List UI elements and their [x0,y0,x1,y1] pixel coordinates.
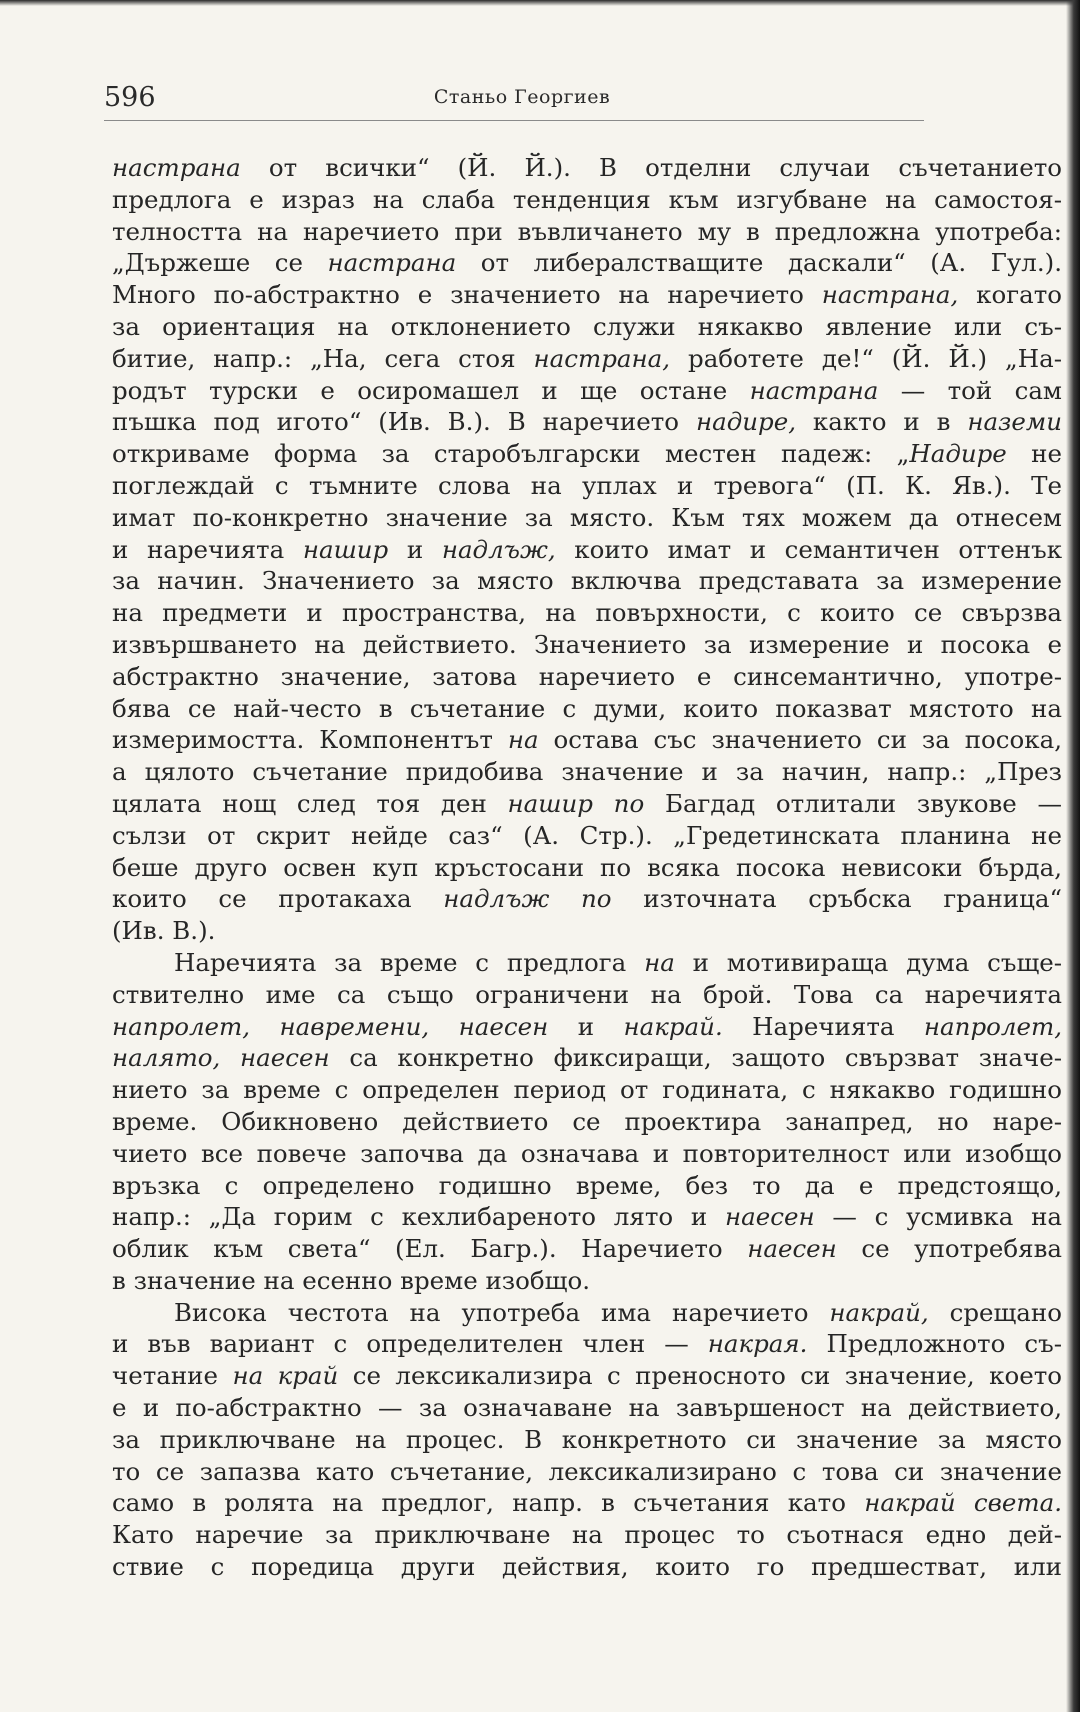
text-line: Като наречие за приключване на процес то съотнася едно дей- [112,1520,1062,1550]
text-line: сълзи от скрит нейде саз“ (А. Стр.). „Гредетинската планина не [112,820,1062,850]
text-line: откриваме форма за старобългарски местен падеж: „Надире не [112,439,1062,469]
body-text [112,152,1062,1583]
text-line: в значение на есенно време изобщо. [112,1265,590,1295]
text-line: които се протакаха надлъж по източната сръбска граница“ [112,884,1062,914]
text-line: телността на наречието при въвличането му в предложна употреба: [112,216,1062,246]
text-line: Висока честота на употреба има наречието накрай, срещано [174,1297,1062,1327]
text-line: налято, наесен са конкретно фиксиращи, защото свързват значе- [112,1043,1062,1073]
text-line: абстрактно значение, затова наречието е синсемантично, употре- [112,661,1062,691]
text-line: на предмети и пространства, на повърхности, с които се свързва [112,598,1062,628]
text-line: и наречията нашир и надлъж, които имат и семантичен оттенък [112,534,1063,564]
text-line: родът турски е осиромашел и ще остане настрана — той сам [112,375,1062,405]
text-line: имат по-конкретно значение за място. Към тях можем да отнесем [112,502,1062,532]
book-spine-shadow [1066,0,1080,1712]
text-line: четание на край се лексикализира с преносното си значение, което [112,1361,1063,1391]
text-line: то се запазва като съчетание, лексикализирано с това си значение [112,1456,1062,1486]
page-number: 596 [104,82,156,113]
text-line: напролет, навремени, наесен и накрай. Наречията напролет, [112,1011,1062,1041]
text-line: нието за време с определен период от годината, с някакво годишно [112,1075,1062,1105]
text-line: Много по-абстрактно е значението на наречието настрана, когато [112,280,1062,310]
text-line: ствително име са също ограничени на брой. Това са наречията [112,979,1062,1009]
text-line: предлога е израз на слаба тенденция към изгубване на самостоя- [112,184,1062,214]
text-line: чието все повече започва да означава и повторителност или изобщо [112,1138,1062,1168]
text-line: и във вариант с определителен член — накрая. Предложното съ- [112,1329,1062,1359]
text-line: измеримостта. Компонентът на остава със значението си за посока, [112,725,1062,755]
text-line: (Ив. В.). [112,916,216,946]
text-line: за ориентация на отклонението служи някакво явление или съ- [112,311,1062,341]
text-line: настрана от всички“ (Й. Й.). В отделни случаи съчетанието [112,153,1062,182]
text-line: ствие с поредица други действия, които го предшестват, или [112,1552,1062,1582]
text-line: „Държеше се настрана от либералстващите даскали“ (А. Гул.). [112,248,1062,278]
text-line: време. Обикновено действието се проектира занапред, но наре- [112,1106,1062,1136]
text-line: бява се най-често в съчетание с думи, които показват мястото на [112,693,1062,723]
text-line: пъшка под игото“ (Ив. В.). В наречието надире, както и в наземи [112,407,1063,437]
text-line: за начин. Значението за място включва представата за измерение [112,566,1062,596]
text-line: цялата нощ след тоя ден нашир по Багдад отлитали звукове — [112,788,1062,818]
text-line: а цялото съчетание придобива значение и за начин, напр.: „През [112,757,1062,787]
text-line: облик към света“ (Ел. Багр.). Наречието наесен се употребява [112,1234,1062,1264]
running-head: Станьо Георгиев [433,86,611,108]
text-line: Наречията за време с предлога на и мотивираща дума съще- [174,947,1062,977]
text-line: битие, напр.: „На, сега стоя настрана, работете де!“ (Й. Й.) „На- [112,343,1062,373]
header-rule [104,120,924,121]
text-line: само в ролята на предлог, напр. в съчетания като накрай света. [112,1488,1062,1518]
text-line: извършването на действието. Значението за измерение и посока е [112,629,1062,659]
text-line: поглеждай с тъмните слова на уплах и тревога“ (П. К. Яв.). Те [112,470,1062,500]
text-line: е и по-абстрактно — за означаване на завършеност на действието, [112,1393,1062,1423]
text-line: за приключване на процес. В конкретното си значение за място [112,1424,1062,1454]
page-header [104,82,940,122]
text-line: връзка с определено годишно време, без то да е предстоящо, [112,1170,1062,1200]
text-line: напр.: „Да горим с кехлибареното лято и наесен — с усмивка на [112,1202,1063,1232]
text-line: беше друго освен куп кръстосани по всяка посока невисоки бърда, [112,852,1062,882]
page-top-shadow [0,0,1080,6]
